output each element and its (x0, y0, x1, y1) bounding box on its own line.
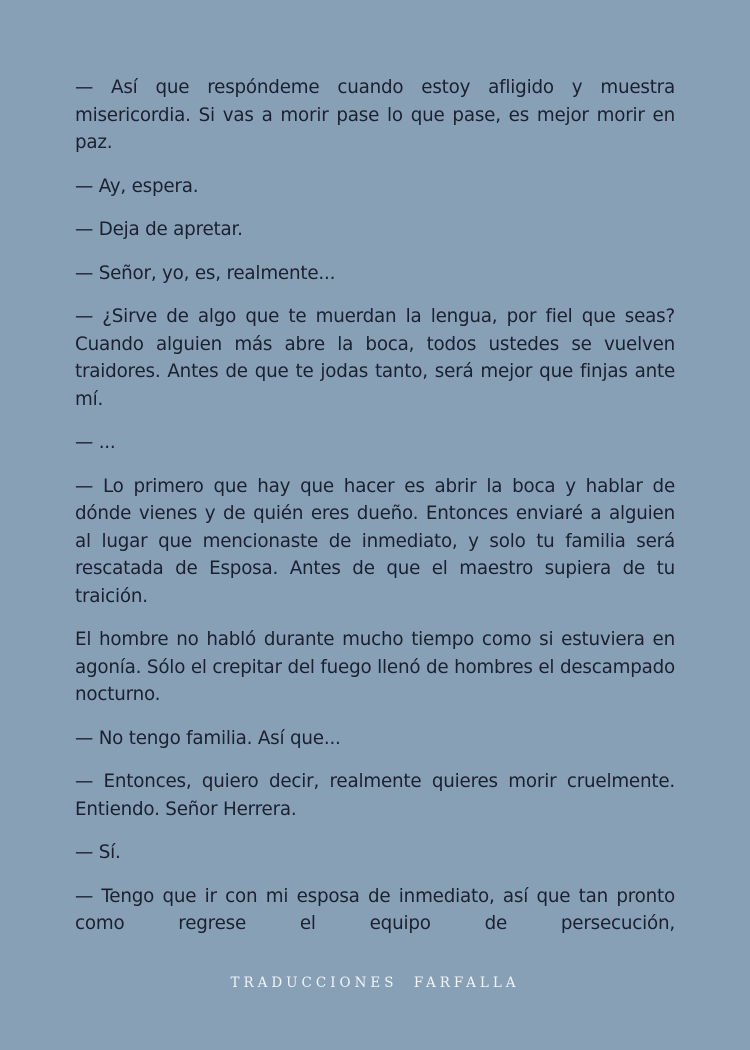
paragraph: — Ay, espera. (75, 175, 199, 197)
page-footer: TRADUCCIONES FARFALLA (230, 975, 520, 991)
paragraph: — Sí. (75, 842, 121, 863)
paragraph: — Deja de apretar. (75, 219, 243, 240)
paragraph: — Lo primero que hay que hacer es abrir la boca y hablar de dónde vienes y de quién eres dueño. Entonces enviaré a alguien al lugar que mencionaste de inmediato, y solo tu familia será rescatada de Esposa. Antes de que el maestro supiera de tu traición. (75, 475, 675, 607)
paragraph: — ... (75, 432, 116, 453)
paragraph: — No tengo familia. Así que... (75, 727, 341, 749)
paragraph: El hombre no habló durante mucho tiempo como si estuviera en agonía. Sólo el crepitar del fuego llenó de hombres el descampado nocturno. (75, 629, 675, 705)
paragraph: — ¿Sirve de algo que te muerdan la lengua, por fiel que seas? Cuando alguien más abre la boca, todos ustedes se vuelven traidores. Antes de que te jodas tanto, será mejor que finjas ante mí. (75, 306, 675, 410)
page-body (75, 74, 675, 954)
paragraph: — Tengo que ir con mi esposa de inmediato, así que tan pronto como regrese el equipo de persecución, (75, 885, 675, 934)
paragraph: — Así que respóndeme cuando estoy afligido y muestra misericordia. Si vas a morir pase lo que pase, es mejor morir en paz. (75, 77, 675, 153)
paragraph: — Señor, yo, es, realmente... (75, 262, 336, 284)
paragraph: — Entonces, quiero decir, realmente quieres morir cruelmente. Entiendo. Señor Herrera. (75, 771, 675, 820)
